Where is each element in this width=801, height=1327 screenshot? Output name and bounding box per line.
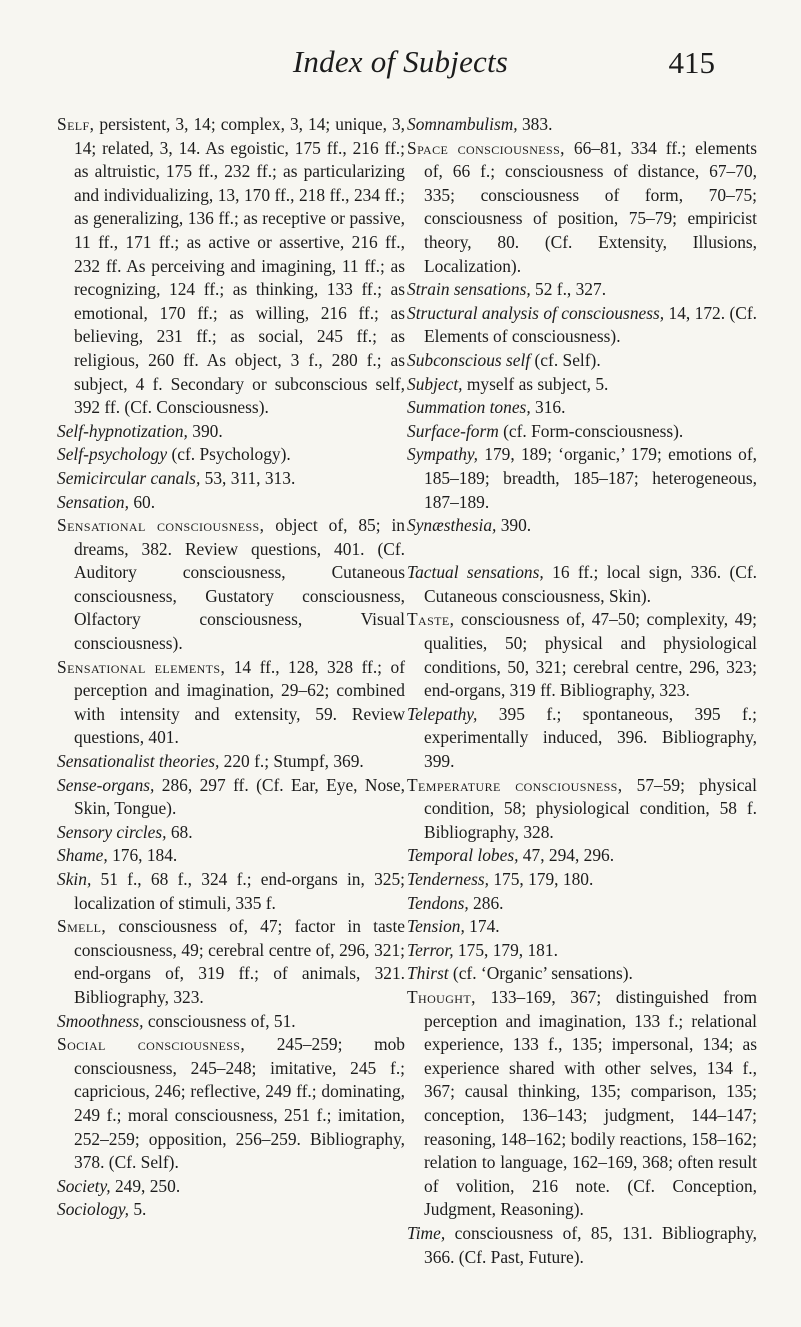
index-entry <box>407 420 757 444</box>
page-title: Index of Subjects <box>292 44 509 79</box>
index-entry <box>57 1033 405 1175</box>
entry-heading: Smell, <box>57 916 107 937</box>
entry-references: 14, 172. (Cf. Elements of consciousness). <box>424 302 757 347</box>
entry-references: 390. <box>187 420 223 441</box>
index-entry <box>407 939 757 963</box>
entry-heading: Sympathy, <box>407 444 478 465</box>
entry-references: 175, 179, 180. <box>488 869 594 889</box>
entry-references: consciousness of, 47; factor in taste consciousness, 49; cerebral centre of, 296, 321; end-organs of, 319 ff.; of animals, 321. Bibliography, 323. <box>74 916 405 1007</box>
entry-heading: Strain sensations, <box>407 279 531 300</box>
entry-references: 286. <box>468 892 504 913</box>
index-entry <box>407 561 757 608</box>
entry-heading: Temperature consciousness, <box>407 774 623 795</box>
entry-heading: Shame, <box>57 845 108 866</box>
index-entry <box>407 1222 757 1269</box>
entry-heading: Thirst <box>407 963 449 984</box>
entry-references: 316. <box>530 397 566 418</box>
index-entry <box>407 443 757 514</box>
entry-heading: Subject, <box>407 373 463 394</box>
index-entry <box>407 302 757 349</box>
entry-references: 14 ff., 128, 328 ff.; of perception and imagination, 29–62; combined with intensity and extensity, 59. Review questions, 401. <box>74 656 405 748</box>
index-entry <box>407 514 757 538</box>
entry-heading: Surface-form <box>407 420 499 441</box>
page-number: 415 <box>668 45 715 80</box>
entry-references: 57–59; physical condition, 58; physiological condition, 58 f. Bibliography, 328. <box>424 774 757 842</box>
index-entry <box>57 868 405 915</box>
entry-references: 133–169, 367; distinguished from perception and imagination, 133 f.; relational experience, 133 f., 135; impersonal, 134; as experience shared with other selves, 134 f., 367; causal thinking, 135; comparison, 135; conception, 136–143; judgment, 144–147; reasoning, 148–162; bodily reactions, 158–162; relation to language, 162–169, 368; often result of volition, 216 note. (Cf. Conception, Judgment, Reasoning). <box>424 986 757 1220</box>
entry-heading: Thought, <box>407 986 476 1007</box>
entry-references: 390. <box>496 515 532 536</box>
index-entry <box>57 113 405 420</box>
index-entry <box>407 868 757 892</box>
entry-references: 286, 297 ff. (Cf. Ear, Eye, Nose, Skin, Tongue). <box>74 774 405 819</box>
entry-references: 52 f., 327. <box>530 279 607 300</box>
entry-references: 176, 184. <box>107 845 178 866</box>
entry-heading: Semicircular canals, <box>57 467 201 488</box>
entry-references: 53, 311, 313. <box>200 467 296 488</box>
entry-references: 245–259; mob consciousness, 245–248; imitative, 245 f.; capricious, 246; reflective, 249 ff.; dominating, 249 f.; moral consciousness, 251 f.; imitation, 252–259; opposition, 256–259. Bibliography, 378. (Cf. Self). <box>74 1034 405 1173</box>
index-entry <box>57 467 405 491</box>
index-entry <box>57 491 405 515</box>
index-entry <box>407 608 757 702</box>
entry-heading: Sensational consciousness, <box>57 515 265 536</box>
entry-heading: Tension, <box>407 916 465 937</box>
right-column <box>407 113 757 1269</box>
entry-references: 47, 294, 296. <box>518 845 615 866</box>
entry-heading: Somnambulism, <box>407 114 518 134</box>
entry-heading: Skin, <box>57 869 92 889</box>
index-entry <box>407 774 757 845</box>
entry-references: consciousness of, 47–50; complexity, 49; qualities, 50; physical and physiological conditions, 50, 321; cerebral centre, 296, 323; end-organs, 319 ff. Bibliography, 323. <box>424 609 757 701</box>
entry-heading: Self, <box>57 114 95 134</box>
entry-heading: Terror, <box>407 939 454 960</box>
entry-references: 249, 250. <box>110 1175 181 1196</box>
entry-references: 179, 189; ‘organic,’ 179; emotions of, 185–189; breadth, 185–187; heterogeneous, 187–189. <box>424 444 757 512</box>
entry-heading: Subconscious self <box>407 349 531 370</box>
entry-heading: Sensational elements, <box>57 656 226 677</box>
index-entry <box>407 373 757 397</box>
left-column <box>57 113 405 1269</box>
index-entry <box>57 774 405 821</box>
entry-references: 175, 179, 181. <box>453 939 558 960</box>
entry-heading: Society, <box>57 1175 111 1196</box>
entry-references: 5. <box>128 1199 147 1220</box>
index-entry <box>407 278 757 302</box>
index-entry <box>407 962 757 986</box>
entry-heading: Social consciousness, <box>57 1034 246 1055</box>
index-entry <box>407 986 757 1222</box>
entry-heading: Smoothness, <box>57 1010 144 1031</box>
entry-heading: Sensation, <box>57 491 129 512</box>
entry-references: (cf. Form-consciousness). <box>498 420 684 441</box>
entry-heading: Tenderness, <box>407 869 489 889</box>
entry-references: (cf. Self). <box>530 349 601 370</box>
entry-references: 174. <box>464 916 500 937</box>
entry-heading: Tendons, <box>407 892 469 913</box>
index-entry <box>57 514 405 656</box>
entry-references: consciousness of, 51. <box>143 1010 296 1031</box>
entry-heading: Temporal lobes, <box>407 845 519 866</box>
index-entry <box>57 915 405 1009</box>
index-columns <box>57 113 757 1269</box>
running-head <box>0 44 801 84</box>
index-entry <box>57 656 405 750</box>
entry-heading: Structural analysis of consciousness, <box>407 302 665 323</box>
index-entry <box>57 1175 405 1199</box>
entry-references: 16 ff.; local sign, 336. (Cf. Cutaneous consciousness, Skin). <box>424 562 757 606</box>
entry-heading: Sense-organs, <box>57 774 155 795</box>
entry-heading: Self-hypnotization, <box>57 420 188 441</box>
entry-references: (cf. Psychology). <box>167 444 291 465</box>
index-entry <box>407 396 757 420</box>
entry-heading: Taste, <box>407 609 455 630</box>
index-entry <box>407 137 757 279</box>
entry-references: 51 f., 68 f., 324 f.; end-organs in, 325; localization of stimuli, 335 f. <box>74 869 405 913</box>
index-entry <box>57 443 405 467</box>
index-entry <box>407 844 757 868</box>
entry-heading: Summation tones, <box>407 397 531 418</box>
index-entry <box>57 1198 405 1222</box>
index-entry <box>57 750 405 774</box>
entry-heading: Sociology, <box>57 1199 129 1220</box>
index-entry <box>407 703 757 774</box>
entry-references: (cf. ‘Organic’ sensations). <box>448 963 633 984</box>
entry-references: 395 f.; spontaneous, 395 f.; experimentally induced, 396. Bibliography, 399. <box>424 703 757 772</box>
entry-references: 60. <box>128 491 156 512</box>
index-entry <box>57 821 405 845</box>
entry-references: myself as subject, 5. <box>462 373 609 394</box>
index-entry <box>407 915 757 939</box>
entry-heading: Time, <box>407 1222 446 1243</box>
index-entry <box>57 420 405 444</box>
entry-references: 66–81, 334 ff.; elements of, 66 f.; consciousness of distance, 67–70, 335; consciousness of form, 70–75; consciousness of position, 75–79; empiricist theory, 80. (Cf. Extensity, Illusions, Localization). <box>424 137 757 276</box>
entry-heading: Sensationalist theories, <box>57 751 220 772</box>
entry-references: 220 f.; Stumpf, 369. <box>219 751 364 772</box>
index-entry <box>57 844 405 868</box>
index-entry <box>407 349 757 373</box>
entry-heading: Tactual sensations, <box>407 562 544 583</box>
index-entry <box>57 1010 405 1034</box>
index-entry <box>407 892 757 916</box>
entry-heading: Space consciousness, <box>407 137 565 158</box>
entry-references: 383. <box>517 114 553 134</box>
entry-heading: Self-psychology <box>57 444 168 465</box>
entry-references: 68. <box>166 821 193 842</box>
entry-heading: Synæsthesia, <box>407 515 497 536</box>
entry-heading: Sensory circles, <box>57 821 167 842</box>
index-entry <box>407 113 757 137</box>
entry-heading: Telepathy, <box>407 703 478 724</box>
entry-references: object of, 85; in dreams, 382. Review questions, 401. (Cf. Auditory consciousness, Cutaneous consciousness, Gustatory consciousness, Olfactory consciousness, Visual consciousness). <box>74 515 405 654</box>
entry-references: persistent, 3, 14; complex, 3, 14; unique, 3, 14; related, 3, 14. As egoistic, 175 ff., 216 ff.; as altruistic, 175 ff., 232 ff.; as particularizing and individualizing, 13, 170 ff., 218 ff., 234 ff.; as generalizing, 136 ff.; as receptive or passive, 11 ff., 171 ff.; as active or assertive, 216 ff., 232 ff. As perceiving and imagining, 11 ff.; as recognizing, 124 ff.; as thinking, 133 ff.; as emotional, 170 ff.; as willing, 216 ff.; as believing, 231 ff.; as social, 245 ff.; as religious, 260 ff. As object, 3 f., 280 f.; as subject, 4 f. Secondary or subconscious self, 392 ff. (Cf. Consciousness). <box>74 114 405 418</box>
entry-references: consciousness of, 85, 131. Bibliography, 366. (Cf. Past, Future). <box>424 1222 757 1267</box>
